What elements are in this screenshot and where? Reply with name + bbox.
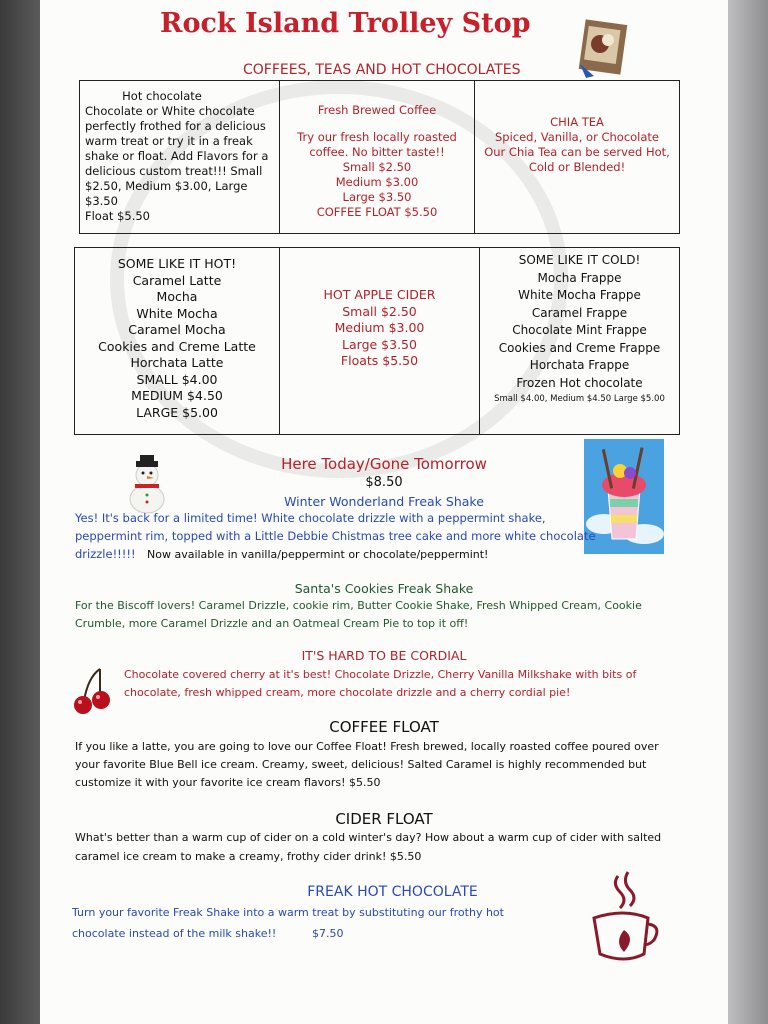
chia-tea-line-1: Spiced, Vanilla, or Chocolate <box>494 130 659 144</box>
santa-desc-1: For the Biscoff lovers! Caramel Drizzle, cookie rim, Butter Cookie Shake, Fresh Whipped Cream, Cookie <box>75 599 642 612</box>
hot-chocolate-desc-7: Float $5.50 <box>85 209 150 223</box>
coffee-line-3: Small $2.50 <box>342 160 412 174</box>
freak-hot-chocolate-desc-2: chocolate instead of the milk shake!! <box>72 927 277 940</box>
coffee-line-1: Try our fresh locally roasted <box>297 130 457 144</box>
hot-item-4: Caramel Mocha <box>128 322 226 337</box>
hot-chocolate-desc-1: Chocolate or White chocolate <box>85 104 255 118</box>
freak-hot-chocolate-price: $7.50 <box>312 927 344 940</box>
cold-item-7: Frozen Hot chocolate <box>516 375 643 390</box>
hot-chocolate-cell <box>80 81 280 233</box>
hot-chocolate-desc-6: $2.50, Medium $3.00, Large $3.50 <box>85 179 248 208</box>
cider-price-small: Small $2.50 <box>342 303 417 319</box>
coffee-line-5: Large $3.50 <box>342 190 412 204</box>
apple-cider-cell <box>280 248 480 434</box>
santa-shake-name: Santa's Cookies Freak Shake <box>294 581 474 596</box>
apple-cider-heading: HOT APPLE CIDER <box>323 287 436 302</box>
cider-float-desc-2: caramel ice cream to make a creamy, frothy cider drink! $5.50 <box>75 850 422 863</box>
hot-drinks-heading: SOME LIKE IT HOT! <box>117 256 237 271</box>
winter-desc-4: Now available in vanilla/peppermint or chocolate/peppermint! <box>147 548 489 561</box>
coffee-float-desc-1: If you like a latte, you are going to love our Coffee Float! Fresh brewed, locally roasted coffee poured over <box>75 740 659 753</box>
santa-desc-2: Crumble, more Caramel Drizzle and an Oatmeal Cream Pie to top it off! <box>75 617 469 630</box>
coffee-float-desc-2: your favorite Blue Bell ice cream. Creamy, sweet, delicious! Salted Caramel is highly recommended but <box>75 758 647 771</box>
cordial-desc-2: chocolate, fresh whipped cream, more chocolate drizzle and a cherry cordial pie! <box>124 686 571 699</box>
cold-drinks-heading: SOME LIKE IT COLD! <box>518 253 641 267</box>
winter-desc-1: Yes! It's back for a limited time! White chocolate drizzle with a peppermint shake, <box>75 511 546 525</box>
specials-heading: Here Today/Gone Tomorrow <box>281 455 487 473</box>
hot-item-1: Caramel Latte <box>132 272 222 288</box>
hot-drinks-cell <box>75 248 280 434</box>
cider-float-desc-1: What's better than a warm cup of cider on a cold winter's day? How about a warm cup of cider with salted <box>75 831 662 844</box>
coffee-line-6: COFFEE FLOAT $5.50 <box>316 205 438 219</box>
cider-float-name: CIDER FLOAT <box>335 810 433 828</box>
cordial-desc-1: Chocolate covered cherry at it's best! Chocolate Drizzle, Cherry Vanilla Milkshake with bits of <box>124 668 637 681</box>
page-title: Rock Island Trolley Stop <box>160 8 531 39</box>
cold-prices: Small $4.00, Medium $4.50 Large $5.00 <box>494 394 665 404</box>
winter-desc-2: peppermint rim, topped with a Little Debbie Chistmas tree cake and more white chocolate <box>75 529 596 543</box>
chia-tea-name: CHIA TEA <box>550 115 604 129</box>
cold-item-3: Caramel Frappe <box>531 305 628 320</box>
trolley-sundae-image <box>576 18 628 80</box>
background-right <box>728 0 768 1024</box>
hot-chocolate-desc-2: perfectly frothed for a delicious <box>85 119 266 133</box>
hot-item-3: White Mocha <box>136 305 218 321</box>
cordial-name: IT'S HARD TO BE CORDIAL <box>301 648 467 663</box>
coffee-line-4: Medium $3.00 <box>335 175 419 189</box>
cold-drinks-cell <box>480 248 679 434</box>
cider-price-floats: Floats $5.50 <box>340 353 419 368</box>
cherry-image <box>72 667 114 715</box>
hot-chocolate-desc-3: warm treat or try it in a freak <box>85 134 253 148</box>
winter-shake-name: Winter Wonderland Freak Shake <box>284 494 484 509</box>
cold-item-4: Chocolate Mint Frappe <box>512 323 647 337</box>
hot-chocolate-desc-4: shake or float. Add Flavors for a <box>85 149 269 163</box>
cider-price-medium: Medium $3.00 <box>334 320 425 335</box>
coffee-float-desc-3: customize it with your favorite ice cream flavors! $5.50 <box>75 776 381 789</box>
hot-price-small: SMALL $4.00 <box>136 371 218 387</box>
hot-chocolate-desc-5: delicious custom treat!!! Small <box>85 164 263 178</box>
coffee-cell <box>280 81 475 233</box>
coffee-tea-table <box>79 80 680 234</box>
freak-hot-chocolate-name: FREAK HOT CHOCOLATE <box>307 884 478 900</box>
winter-desc-3: drizzle!!!!! <box>75 547 136 561</box>
specialty-drinks-table <box>74 247 680 435</box>
cold-item-6: Horchata Frappe <box>529 358 630 372</box>
cold-item-5: Cookies and Creme Frappe <box>498 340 661 355</box>
cold-item-2: White Mocha Frappe <box>518 288 641 302</box>
coffee-name: Fresh Brewed Coffee <box>317 103 437 117</box>
hot-chocolate-name: Hot chocolate <box>122 89 202 103</box>
cold-item-1: Mocha Frappe <box>537 270 622 285</box>
hot-cup-icon <box>584 868 664 973</box>
freak-hot-chocolate-desc-1: Turn your favorite Freak Shake into a warm treat by substituting our frothy hot <box>72 906 504 919</box>
chia-tea-cell <box>475 81 679 233</box>
specials-price: $8.50 <box>365 475 403 490</box>
hot-item-2: Mocha <box>156 289 198 304</box>
cider-price-large: Large $3.50 <box>342 336 417 352</box>
section-title: COFFEES, TEAS AND HOT CHOCOLATES <box>243 62 521 78</box>
coffee-line-2: coffee. No bitter taste!! <box>309 145 445 159</box>
chia-tea-line-3: Cold or Blended! <box>528 160 626 174</box>
background-left <box>0 0 40 1024</box>
chia-tea-line-2: Our Chia Tea can be served Hot, <box>484 145 670 159</box>
hot-price-medium: MEDIUM $4.50 <box>131 388 223 403</box>
coffee-float-name: COFFEE FLOAT <box>329 718 439 736</box>
hot-price-large: LARGE $5.00 <box>136 404 218 420</box>
hot-item-5: Cookies and Creme Latte <box>98 338 256 354</box>
hot-item-6: Horchata Latte <box>130 355 224 370</box>
